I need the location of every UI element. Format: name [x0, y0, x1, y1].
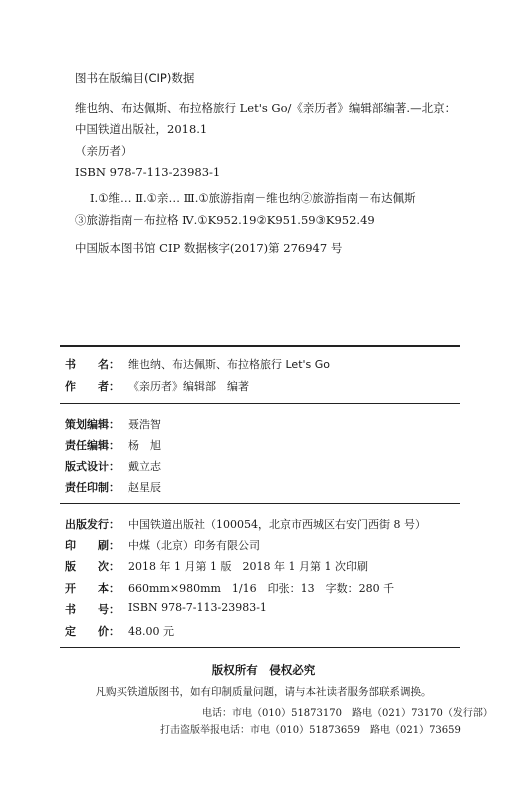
- top-rule: [60, 345, 460, 347]
- cip-publisher-line: 中国铁道出版社，2018.1: [75, 122, 208, 136]
- piracy-hotline: 打击盗版举报电话：市电（010）51873659 路电（021）73659: [160, 725, 461, 736]
- isbn-label: 书 号：: [65, 603, 120, 616]
- cip-subject-line-1: Ⅰ.①维… Ⅱ.①亲… Ⅲ.①旅游指南－维也纳②旅游指南－布达佩斯: [90, 191, 416, 205]
- publisher-label: 出版发行：: [65, 518, 120, 531]
- author-value: 《亲历者》编辑部 编著: [128, 380, 249, 393]
- divider-2: [60, 503, 460, 504]
- divider-1: [60, 403, 460, 404]
- responsible-editor-label: 责任编辑：: [65, 439, 120, 452]
- price-label: 定 价：: [65, 625, 120, 638]
- title-label: 书 名：: [65, 358, 120, 371]
- price-value: 48.00 元: [128, 625, 174, 638]
- edition-label: 版 次：: [65, 560, 120, 573]
- edition-value: 2018 年 1 月第 1 版 2018 年 1 月第 1 次印刷: [128, 560, 368, 573]
- quality-notice: 凡购买铁道版图书，如有印制质量问题，请与本社读者服务部联系调换。: [95, 686, 432, 698]
- author-label: 作 者：: [65, 380, 120, 393]
- isbn-value: ISBN 978-7-113-23983-1: [128, 601, 267, 614]
- layout-design-value: 戴立志: [128, 460, 161, 473]
- format-label: 开 本：: [65, 582, 120, 595]
- printer-label: 印 刷：: [65, 539, 120, 552]
- planning-editor-label: 策划编辑：: [65, 418, 120, 431]
- cip-series-line: （亲历者）: [75, 144, 133, 158]
- cip-isbn-line: ISBN 978-7-113-23983-1: [75, 165, 221, 179]
- cip-heading: 图书在版编目(CIP)数据: [75, 71, 195, 85]
- cip-bibliographic-line: 维也纳、布达佩斯、布拉格旅行 Let's Go/《亲历者》编辑部编著.—北京：: [75, 101, 457, 115]
- rights-notice: 版权所有 侵权必究: [211, 663, 316, 677]
- sales-phone: 电话：市电（010）51873170 路电（021）73170（发行部）: [202, 708, 493, 719]
- cip-subject-line-2: ③旅游指南－布拉格 Ⅳ.①K952.19②K951.59③K952.49: [75, 213, 375, 227]
- cip-record-number: 中国版本图书馆 CIP 数据核字(2017)第 276947 号: [75, 241, 343, 255]
- format-value: 660mm×980mm 1/16 印张：13 字数：280 千: [128, 582, 395, 595]
- planning-editor-value: 聂浩智: [128, 418, 161, 431]
- title-value: 维也纳、布达佩斯、布拉格旅行 Let's Go: [128, 358, 331, 371]
- layout-design-label: 版式设计：: [65, 460, 120, 473]
- print-manager-value: 赵星辰: [128, 481, 161, 494]
- divider-3: [60, 647, 460, 648]
- responsible-editor-value: 杨 旭: [128, 439, 161, 452]
- publisher-value: 中国铁道出版社（100054，北京市西城区右安门西街 8 号）: [128, 518, 426, 531]
- print-manager-label: 责任印制：: [65, 481, 120, 494]
- printer-value: 中煤（北京）印务有限公司: [128, 539, 260, 552]
